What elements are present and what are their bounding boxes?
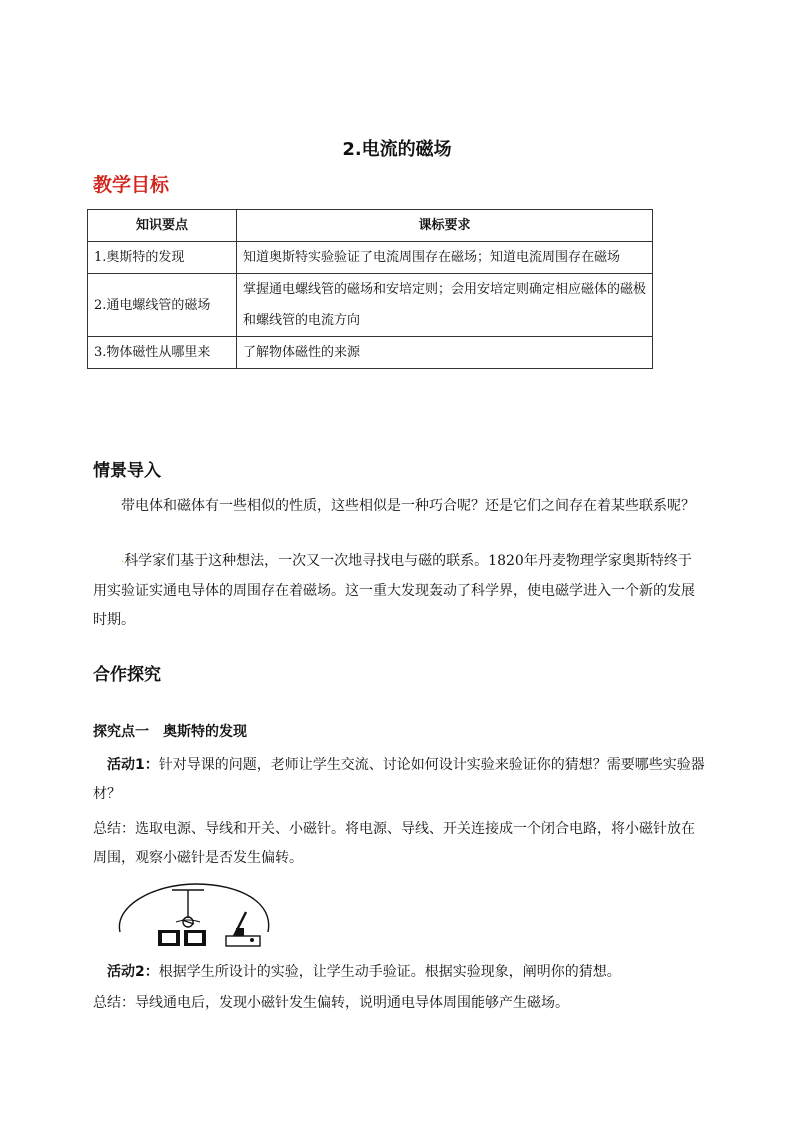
activity-1	[93, 751, 705, 809]
activity-1-text: 针对导课的问题，老师让学生交流、讨论如何设计实验来验证你的猜想？需要哪些实验器材？	[93, 757, 705, 802]
explore-heading: 合作探究	[93, 665, 161, 685]
summary-2: 总结：导线通电后，发现小磁针发生偏转，说明通电导体周围能够产生磁场。	[93, 995, 569, 1011]
table-header-requirement: 课标要求	[237, 210, 653, 242]
table-cell-requirement: 掌握通电螺线管的磁场和安培定则；会用安培定则确定相应磁体的磁极和螺线管的电流方向	[237, 274, 653, 337]
activity-2-text: 根据学生所设计的实验，让学生动手验证。根据实验现象，阐明你的猜想。	[158, 964, 621, 980]
intro-heading: 情景导入	[93, 461, 161, 481]
table-row	[88, 242, 653, 274]
table-cell-point: 1.奥斯特的发现	[88, 242, 237, 274]
table-row	[88, 274, 653, 337]
table-cell-point: 2.通电螺线管的磁场	[88, 274, 237, 337]
table-cell-point: 3.物体磁性从哪里来	[88, 337, 237, 369]
activity-1-label: 活动1：	[107, 757, 159, 773]
activity-2-label: 活动2：	[107, 964, 159, 980]
table-row	[88, 337, 653, 369]
objectives-heading: 教学目标	[93, 174, 170, 196]
table-cell-requirement: 知道奥斯特实验验证了电流周围存在磁场；知道电流周围存在磁场	[237, 242, 653, 274]
explore-point-1-heading: 探究点一 奥斯特的发现	[93, 724, 247, 740]
table-cell-requirement: 了解物体磁性的来源	[237, 337, 653, 369]
table-header-point: 知识要点	[88, 210, 237, 242]
page-title: 2.电流的磁场	[342, 139, 452, 160]
table-header-row	[88, 210, 653, 242]
intro-paragraph-2	[93, 547, 705, 635]
summary-1: 总结：选取电源、导线和开关、小磁针。将电源、导线、开关连接成一个闭合电路，将小磁针放在周围，观察小磁针是否发生偏转。	[93, 821, 695, 866]
activity-2	[93, 958, 705, 987]
intro-paragraph-1: 带电体和磁体有一些相似的性质，这些相似是一种巧合呢？还是它们之间存在着某些联系呢？	[121, 498, 695, 514]
intro-paragraph-2-text: 科学家们基于这种想法，一次又一次地寻找电与磁的联系。1820年丹麦物理学家奥斯特终于用实验证实通电导体的周围存在着磁场。这一重大发现轰动了科学界，使电磁学进入一个新的发展时期。	[93, 553, 695, 628]
experiment-circuit-figure	[114, 876, 274, 952]
objectives-table	[87, 209, 653, 369]
text-mark: ·	[121, 557, 125, 568]
